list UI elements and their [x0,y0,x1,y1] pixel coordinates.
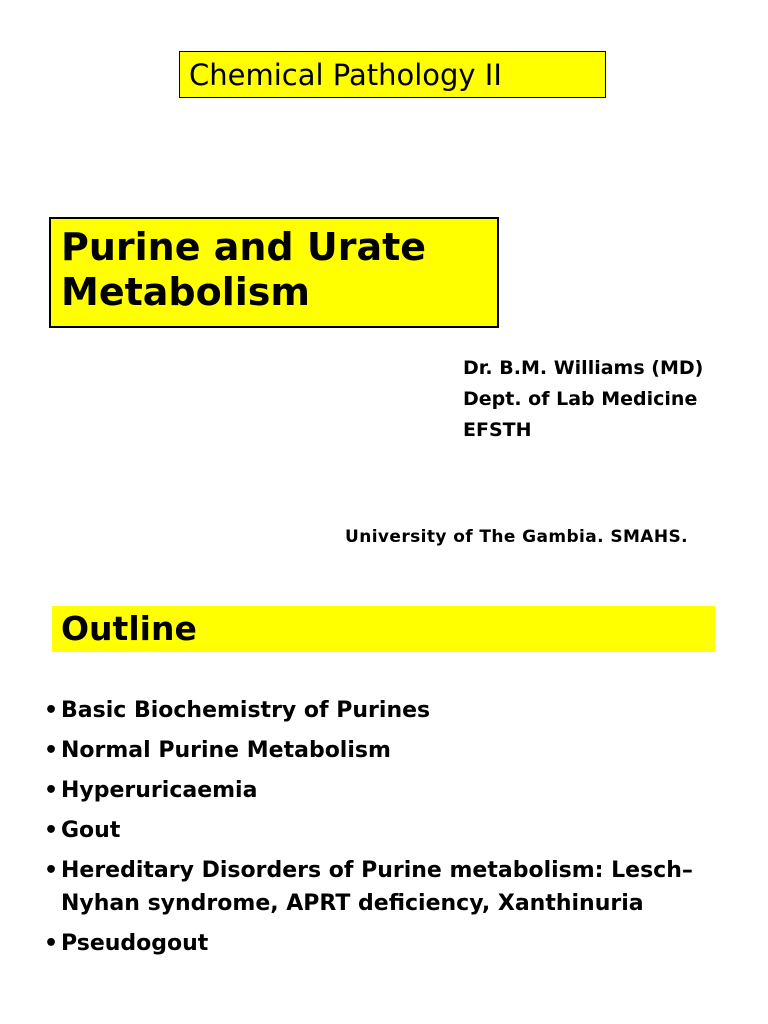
outline-item-text: Pseudogout [61,931,209,956]
lecture-title [49,217,499,328]
bullet-icon: • [44,818,59,843]
author-name: Dr. B.M. Williams (MD) [463,357,704,379]
outline-item [44,854,744,920]
lecture-title-line-1: Purine and Urate [61,225,427,269]
outline-item-text: Hyperuricaemia [61,778,258,803]
bullet-icon: • [44,738,59,763]
outline-item [44,734,744,767]
bullet-icon: • [44,778,59,803]
author-hospital: EFSTH [463,419,532,441]
bullet-icon: • [44,698,59,723]
outline-heading: Outline [52,606,715,652]
university-name: University of The Gambia. SMAHS. [345,527,688,547]
bullet-icon: • [44,858,59,883]
outline-item-text: Basic Biochemistry of Purines [61,698,431,723]
author-department: Dept. of Lab Medicine [463,388,698,410]
outline-item-text: Hereditary Disorders of Purine metabolism: Lesch–Nyhan syndrome, APRT deficiency, Xanthinuria [61,858,693,916]
course-title: Chemical Pathology II [179,51,606,98]
outline-item-text: Gout [61,818,121,843]
lecture-title-line-2: Metabolism [61,270,310,314]
outline-item [44,927,744,960]
outline-item-text: Normal Purine Metabolism [61,738,391,763]
outline-list [44,694,744,967]
outline-item [44,694,744,727]
author-block [463,353,703,446]
bullet-icon: • [44,931,59,956]
outline-item [44,814,744,847]
outline-item [44,774,744,807]
